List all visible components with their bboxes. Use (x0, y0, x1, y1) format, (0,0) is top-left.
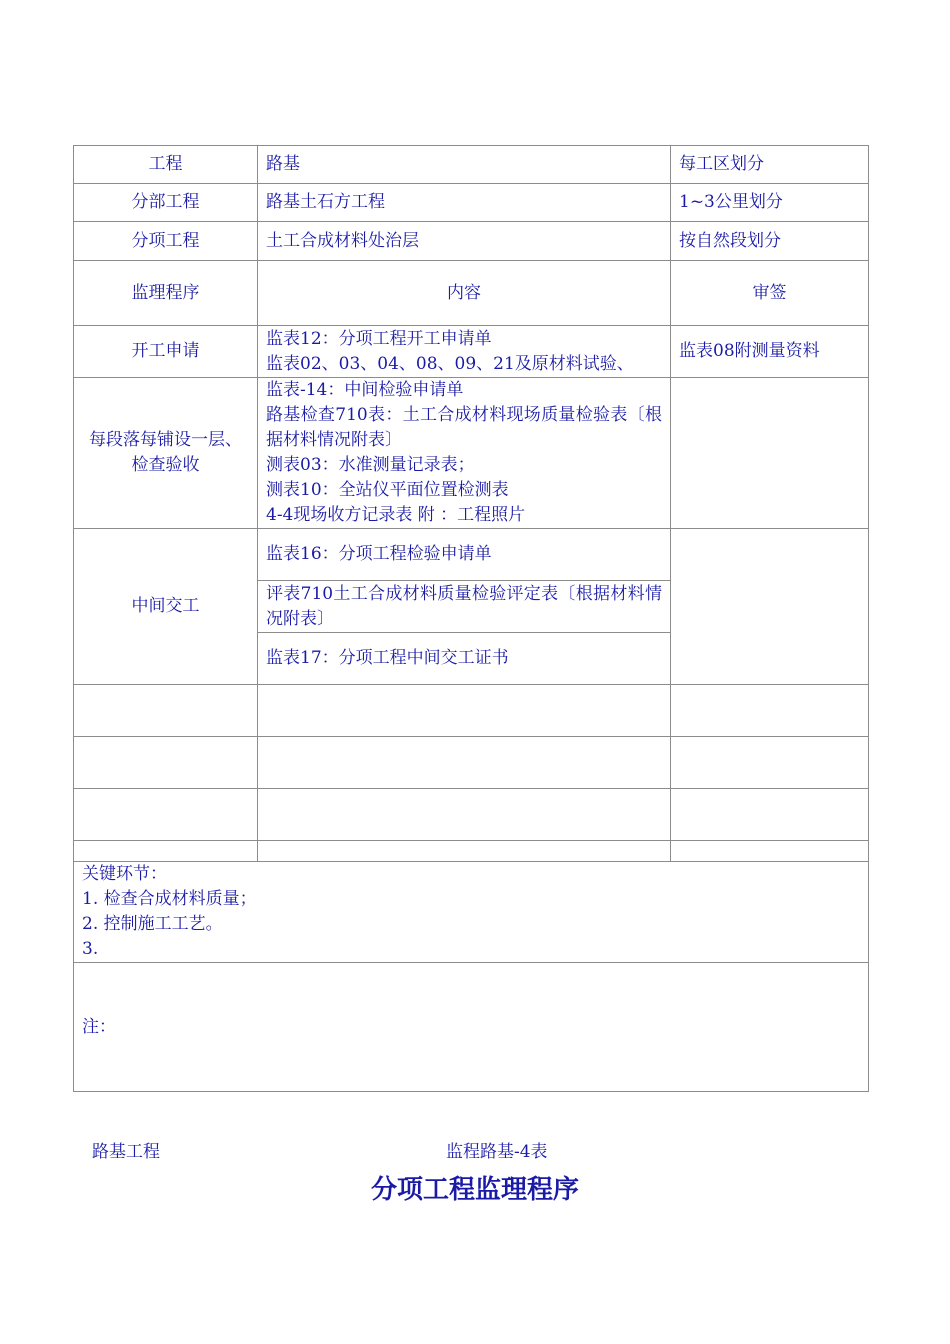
table-row (74, 146, 869, 184)
key-steps-row (74, 862, 869, 963)
layer-inspection-label: 每段落每铺设一层、检查验收 (74, 378, 258, 529)
table-row (74, 184, 869, 222)
header-content: 内容 (258, 261, 671, 326)
start-application-label: 开工申请 (74, 326, 258, 378)
mid-handover-item: 评表710土工合成材料质量检验评定表〔根据材料情况附表〕 (258, 581, 671, 633)
sub-project-value: 路基土石方工程 (258, 184, 671, 222)
blank-cell (74, 789, 258, 841)
sub-project-label: 分部工程 (74, 184, 258, 222)
blank-row (74, 685, 869, 737)
item-project-division: 按自然段划分 (671, 222, 869, 261)
project-label: 工程 (74, 146, 258, 184)
blank-row (74, 841, 869, 862)
table-row-layer-inspection (74, 378, 869, 529)
blank-cell (671, 737, 869, 789)
header-procedure: 监理程序 (74, 261, 258, 326)
header-sign: 审签 (671, 261, 869, 326)
key-step-item: 2. 控制施工工艺。 (82, 914, 223, 934)
key-step-item: 3. (82, 939, 99, 959)
content-line: 测表10：全站仪平面位置检测表 (266, 480, 509, 500)
content-line: 监表-14：中间检验申请单 (266, 380, 464, 400)
footer-project-name: 路基工程 (92, 1142, 160, 1162)
table-row (74, 222, 869, 261)
content-line: 4-4现场收方记录表 附 ：工程照片 (266, 505, 526, 525)
table-row-mid-handover (74, 529, 869, 581)
mid-handover-item: 监表16：分项工程检验申请单 (258, 529, 671, 581)
blank-cell (74, 737, 258, 789)
content-line: 监表12：分项工程开工申请单 (266, 328, 492, 349)
start-application-content (258, 326, 671, 378)
layer-inspection-content (258, 378, 671, 529)
project-division: 每工区划分 (671, 146, 869, 184)
item-project-label: 分项工程 (74, 222, 258, 261)
start-application-sign: 监表08附测量资料 (671, 326, 869, 378)
key-steps-title: 关键环节： (82, 864, 167, 884)
layer-inspection-sign (671, 378, 869, 529)
key-step-item: 1. 检查合成材料质量； (82, 889, 257, 909)
blank-cell (258, 737, 671, 789)
content-line: 路基检查710表：土工合成材料现场质量检验表〔根据材料情况附表〕 (266, 405, 662, 450)
key-steps-cell (74, 862, 869, 963)
supervision-procedure-table (73, 145, 869, 1092)
blank-cell (258, 789, 671, 841)
item-project-value: 土工合成材料处治层 (258, 222, 671, 261)
blank-cell (671, 685, 869, 737)
footer-form-number: 监程路基-4表 (446, 1142, 548, 1162)
mid-handover-label: 中间交工 (74, 529, 258, 685)
blank-row (74, 737, 869, 789)
blank-cell (74, 685, 258, 737)
note-cell (74, 963, 869, 1092)
page-title: 分项工程监理程序 (370, 1175, 579, 1205)
blank-cell (258, 685, 671, 737)
note-row (74, 963, 869, 1092)
mid-handover-item: 监表17：分项工程中间交工证书 (258, 633, 671, 685)
table-header-row (74, 261, 869, 326)
blank-cell (671, 841, 869, 862)
content-line: 测表03：水准测量记录表； (266, 455, 475, 475)
blank-cell (671, 789, 869, 841)
project-value: 路基 (258, 146, 671, 184)
mid-handover-sign (671, 529, 869, 685)
content-line: 监表02、03、04、08、09、21及原材料试验、 (266, 353, 634, 374)
note-title: 注： (82, 1016, 116, 1037)
blank-cell (258, 841, 671, 862)
sub-project-division: 1~3公里划分 (671, 184, 869, 222)
table-row-start-application (74, 326, 869, 378)
blank-cell (74, 841, 258, 862)
blank-row (74, 789, 869, 841)
